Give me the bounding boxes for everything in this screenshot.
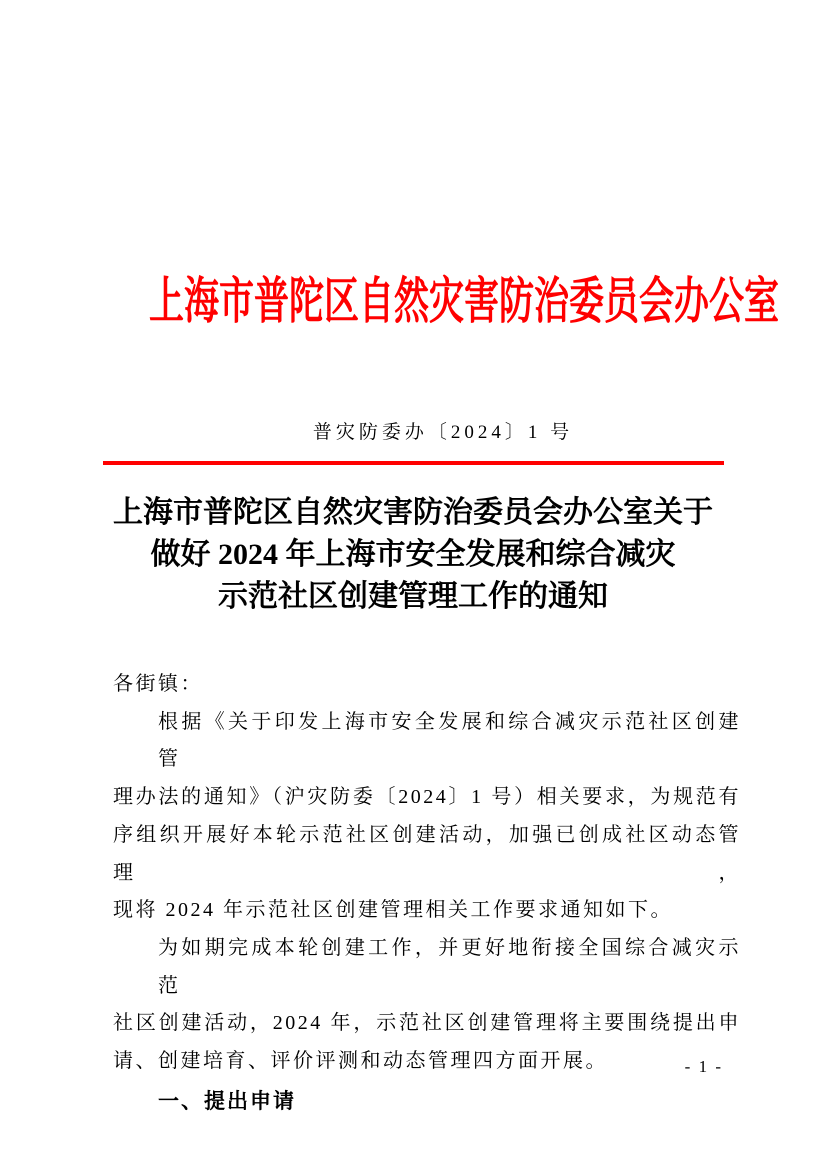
issuing-authority-name: 上海市普陀区自然灾害防治委员会办公室 [149,273,779,329]
document-title [0,492,826,618]
body-line: 为如期完成本轮创建工作，并更好地衔接全国综合减灾示范 [158,936,741,997]
document-title-line-3: 示范社区创建管理工作的通知 [218,580,608,613]
red-separator-line [103,461,724,465]
document-body [113,666,741,1120]
document-title-line-1: 上海市普陀区自然灾害防治委员会办公室关于 [113,496,713,529]
salutation: 各街镇： [113,673,203,695]
body-line: 理办法的通知》（沪灾防委〔2024〕1 号）相关要求，为规范有 [113,786,741,809]
page-number: - 1 - [684,1057,723,1076]
document-reference-number: 普灾防委办〔2024〕1 号 [312,422,574,443]
body-line: 现将 2024 年示范社区创建管理相关工作要求通知如下。 [113,899,673,922]
body-line: 根据《关于印发上海市安全发展和综合减灾示范社区创建管 [158,710,741,771]
letterhead-banner [14,272,826,330]
document-title-line-2: 做好 2024 年上海市安全发展和综合减灾 [150,538,676,571]
body-line: 序组织开展好本轮示范社区创建活动，加强已创成社区动态管理， [113,823,741,884]
body-line: 社区创建活动，2024 年，示范社区创建管理将主要围绕提出申 [113,1012,741,1035]
section-heading: 一、提出申请 [158,1089,296,1113]
body-line: 请、创建培育、评价评测和动态管理四方面开展。 [113,1050,608,1073]
